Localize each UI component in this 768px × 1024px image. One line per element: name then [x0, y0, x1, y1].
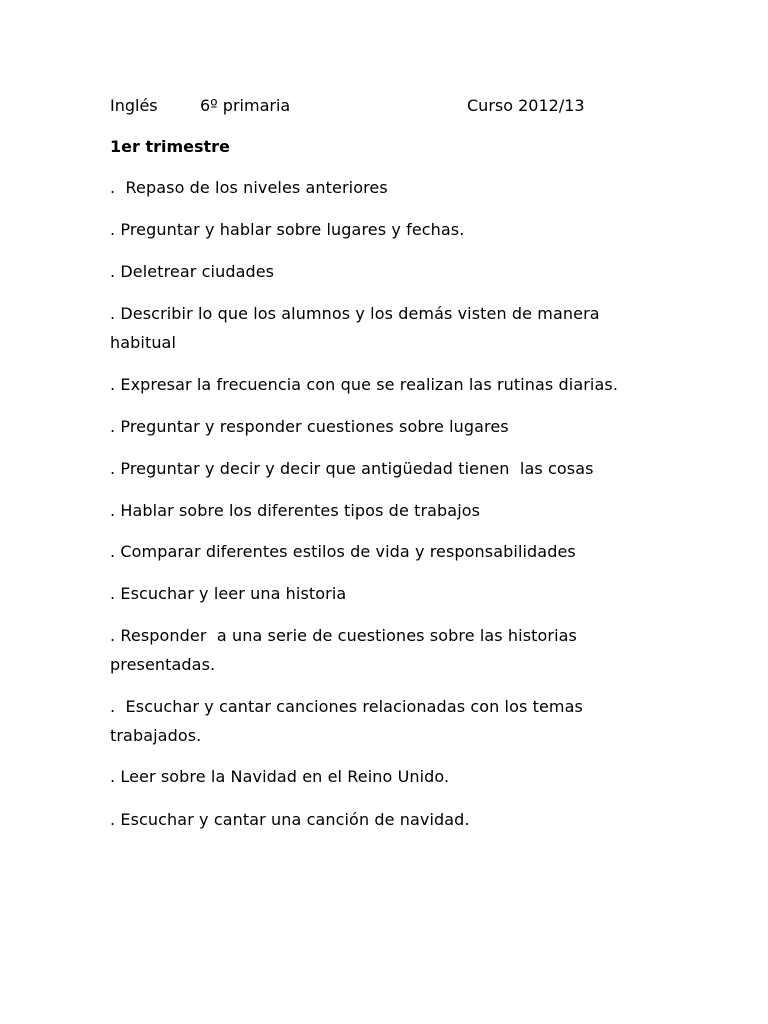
list-item-continuation: presentadas. — [110, 655, 216, 674]
list-item: . Preguntar y responder cuestiones sobre lugares — [110, 417, 509, 436]
list-item: . Hablar sobre los diferentes tipos de trabajos — [110, 501, 481, 520]
list-item: . Repaso de los niveles anteriores — [110, 178, 388, 197]
list-item: . Leer sobre la Navidad en el Reino Unido. — [110, 767, 450, 786]
subject-label: Inglés — [110, 96, 158, 115]
list-item: . Responder a una serie de cuestiones sobre las historias — [110, 626, 577, 645]
term-title: 1er trimestre — [110, 137, 230, 156]
list-item-continuation: habitual — [110, 333, 177, 352]
list-item: . Preguntar y decir y decir que antigüedad tienen las cosas — [110, 459, 594, 478]
list-item: . Preguntar y hablar sobre lugares y fechas. — [110, 220, 465, 239]
course-label: Curso 2012/13 — [467, 96, 585, 115]
list-item: . Expresar la frecuencia con que se realizan las rutinas diarias. — [110, 375, 619, 394]
list-item: . Escuchar y cantar canciones relacionadas con los temas — [110, 697, 583, 716]
list-item-continuation: trabajados. — [110, 726, 202, 745]
list-item: . Describir lo que los alumnos y los demás visten de manera — [110, 304, 600, 323]
list-item: . Deletrear ciudades — [110, 262, 275, 281]
level-label: 6º primaria — [200, 96, 291, 115]
list-item: . Escuchar y cantar una canción de navidad. — [110, 810, 470, 829]
list-item: . Escuchar y leer una historia — [110, 584, 347, 603]
list-item: . Comparar diferentes estilos de vida y responsabilidades — [110, 542, 576, 561]
